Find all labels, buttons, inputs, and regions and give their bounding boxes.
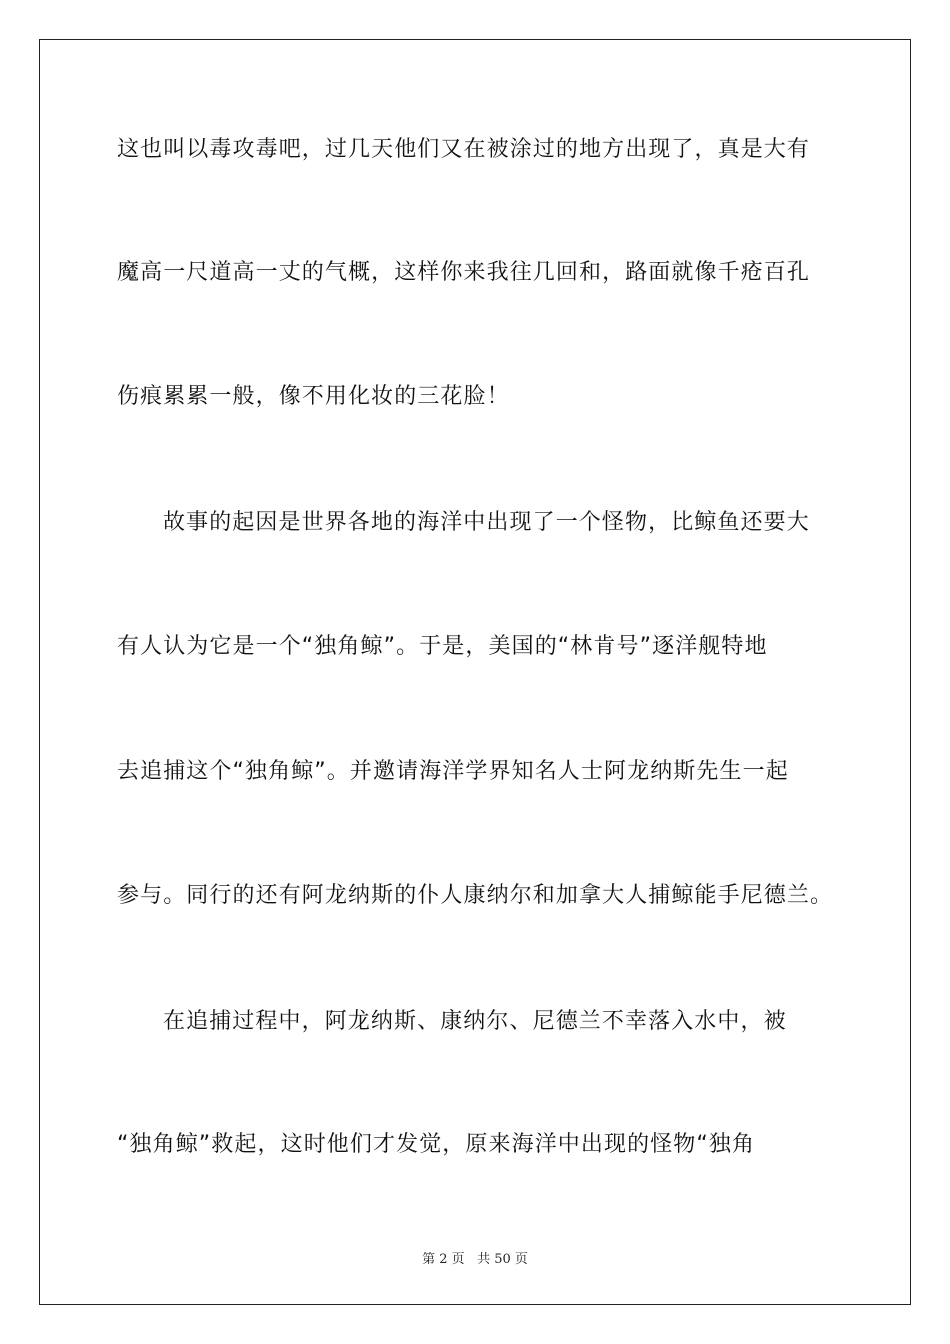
total-pages: 共 50 页 xyxy=(477,1252,528,1267)
text-line-1: 这也叫以毒攻毒吧，过几天他们又在被涂过的地方出现了，真是大有 xyxy=(117,137,811,162)
text-line-2: 魔高一尺道高一丈的气概，这样你来我往几回和，路面就像千疮百孔 xyxy=(117,260,811,285)
text-line-7: 参与。同行的还有阿龙纳斯的仆人康纳尔和加拿大人捕鲸能手尼德兰。 xyxy=(117,883,834,908)
page-border xyxy=(39,39,911,1305)
page-footer xyxy=(0,1248,950,1267)
paragraph-start-line-2: 在追捕过程中，阿龙纳斯、康纳尔、尼德兰不幸落入水中，被 xyxy=(163,1009,787,1034)
text-line-9: “独角鲸”救起，这时他们才发觉，原来海洋中出现的怪物“独角 xyxy=(117,1132,756,1157)
text-line-6: 去追捕这个“独角鲸”。并邀请海洋学界知名人士阿龙纳斯先生一起 xyxy=(117,759,789,784)
page-number: 第 2 页 xyxy=(422,1252,465,1267)
text-line-3: 伤痕累累一般，像不用化妆的三花脸！ xyxy=(117,384,510,409)
text-line-5: 有人认为它是一个“独角鲸”。于是，美国的“林肯号”逐洋舰特地 xyxy=(117,634,768,659)
paragraph-start-line-1: 故事的起因是世界各地的海洋中出现了一个怪物，比鲸鱼还要大 xyxy=(163,510,810,535)
